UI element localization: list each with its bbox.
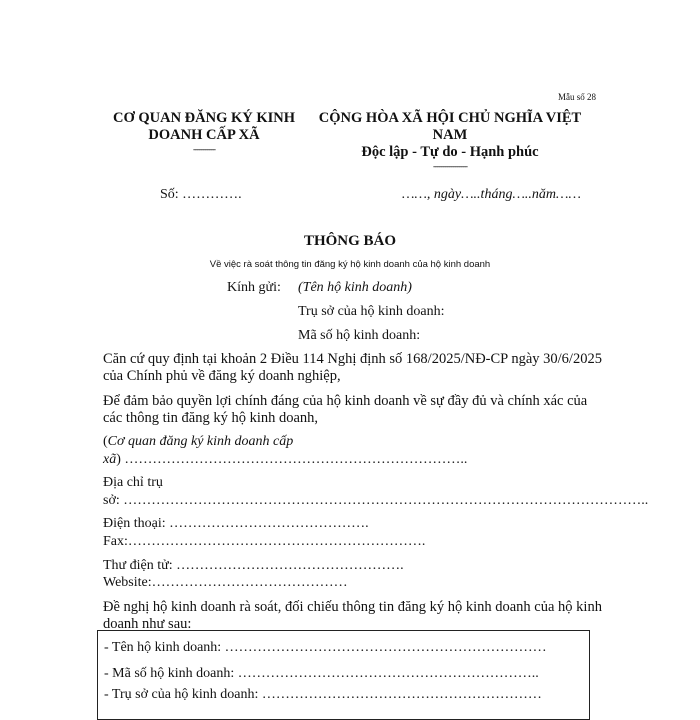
address-field-label: Địa chỉ trụ xyxy=(103,475,163,490)
agency-rule: ----------- xyxy=(193,144,215,154)
request-paragraph: Đề nghị hộ kinh doanh rà soát, đối chiếu thông tin đăng ký hộ kinh doanh của hộ kinh doanh như sau: xyxy=(103,599,602,632)
fax-field: Fax:………………………………………………………. xyxy=(103,534,426,549)
agency-field-value: xã) ……………………………………………………………….. xyxy=(103,452,468,467)
national-header xyxy=(310,110,590,171)
agency-name: CƠ QUAN ĐĂNG KÝ KINH DOANH CẤP XÃ xyxy=(112,110,296,143)
table-row: - Tên hộ kinh doanh: …………………………………………………………… xyxy=(104,640,547,655)
info-table xyxy=(97,630,590,720)
purpose-paragraph: Để đảm bảo quyền lợi chính đáng của hộ kinh doanh về sự đầy đủ và chính xác của các thông tin đăng ký hộ kinh doanh, xyxy=(103,393,588,426)
agency-field-label: (Cơ quan đăng ký kinh doanh cấp xyxy=(103,434,294,449)
recipient-name: (Tên hộ kinh doanh) xyxy=(298,280,412,295)
date-line: ……, ngày…..tháng…..năm…… xyxy=(402,187,581,202)
table-row: - Mã số hộ kinh doanh: ……………………………………………………….. xyxy=(104,666,539,681)
form-number: Mẫu số 28 xyxy=(558,92,596,102)
document-title: THÔNG BÁO xyxy=(303,233,397,249)
table-row: - Trụ sở của hộ kinh doanh: …………………………………………………… xyxy=(104,687,542,702)
document-subtitle: Về việc rà soát thông tin đăng ký hộ kinh doanh của hộ kinh doanh xyxy=(209,259,491,270)
basis-paragraph: Căn cứ quy định tại khoản 2 Điều 114 Nghị định số 168/2025/NĐ-CP ngày 30/6/2025 của Chính phủ về đăng ký doanh nghiệp, xyxy=(103,351,602,384)
motto-rule: ----------------- xyxy=(433,161,467,171)
address-field-value: sở: ………………………………………………………………………………………………….. xyxy=(103,493,649,508)
country-name: CỘNG HÒA XÃ HỘI CHỦ NGHĨA VIỆT NAM xyxy=(318,110,582,143)
recipient-label: Kính gửi: xyxy=(227,280,281,295)
motto: Độc lập - Tự do - Hạnh phúc xyxy=(361,144,539,160)
document-number: Số: …………. xyxy=(160,187,242,202)
email-field: Thư điện tử: …………………………………………. xyxy=(103,558,404,573)
recipient-address: Trụ sở của hộ kinh doanh: xyxy=(298,304,445,319)
recipient-code: Mã số hộ kinh doanh: xyxy=(298,328,421,343)
website-field: Website:…………………………………… xyxy=(103,575,348,590)
agency-header xyxy=(100,110,308,154)
phone-field: Điện thoại: ……………………………………. xyxy=(103,516,369,531)
